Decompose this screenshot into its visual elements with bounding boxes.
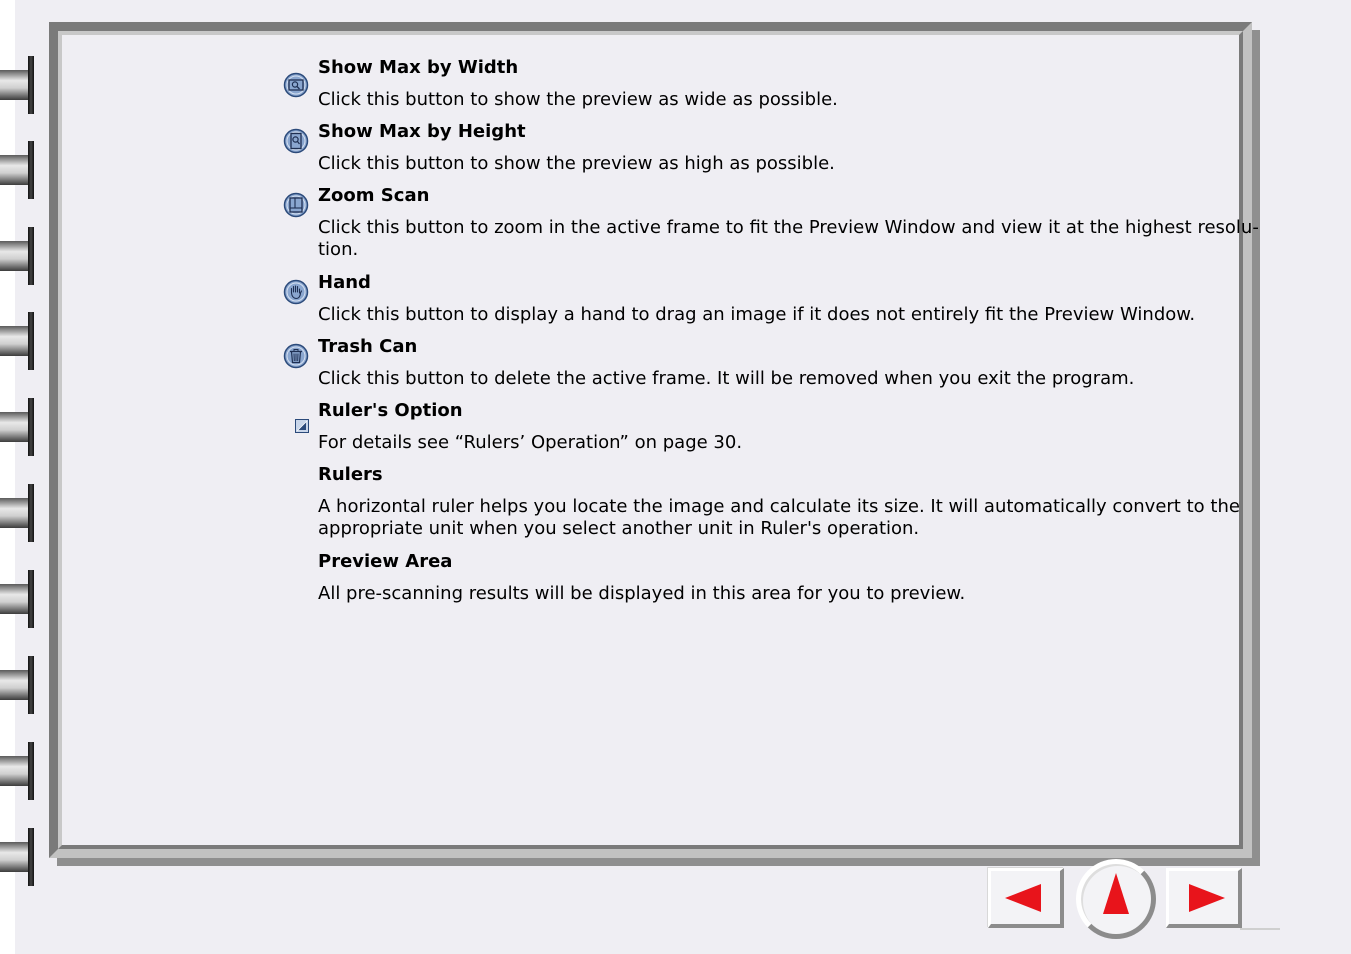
- binder-ring: [0, 227, 34, 285]
- binder-ring: [0, 570, 34, 628]
- entry-description: For details see “Rulers’ Operation” on page 30.: [318, 432, 743, 453]
- show-max-width-icon: [283, 72, 309, 98]
- entry-title: Show Max by Width: [318, 57, 519, 78]
- binder-ring: [0, 141, 34, 199]
- arrow-left-icon: [991, 871, 1060, 924]
- entry-title: Preview Area: [318, 551, 453, 572]
- show-max-height-icon: [283, 128, 309, 154]
- entry-description-line: A horizontal ruler helps you locate the image and calculate its size. It will automatically convert to the: [318, 496, 1240, 517]
- entry-description: All pre-scanning results will be displayed in this area for you to preview.: [318, 583, 966, 604]
- binder-ring: [0, 828, 34, 886]
- binder-ring: [0, 56, 34, 114]
- entry-show-max-by-height: [318, 120, 1218, 175]
- entry-title: Zoom Scan: [318, 185, 430, 206]
- entry-description-line: Click this button to zoom in the active frame to fit the Preview Window and view it at the highest resolu-: [318, 217, 1259, 238]
- binder-ring: [0, 312, 34, 370]
- binder-ring: [0, 398, 34, 456]
- entry-title: Hand: [318, 272, 371, 293]
- arrow-up-icon: [1081, 864, 1151, 934]
- entry-trash-can: [318, 335, 1218, 390]
- hand-icon: [283, 279, 309, 305]
- entry-rulers: [318, 463, 1240, 540]
- entry-preview-area: [318, 550, 1218, 605]
- entry-show-max-by-width: [318, 56, 1218, 111]
- entry-description: Click this button to show the preview as high as possible.: [318, 153, 835, 174]
- trash-can-icon: [283, 343, 309, 369]
- next-page-button[interactable]: [1166, 868, 1242, 928]
- ruler-option-icon: [295, 418, 309, 432]
- entry-hand: [318, 271, 1218, 326]
- zoom-scan-icon: [283, 192, 309, 218]
- entry-description: Click this button to delete the active frame. It will be removed when you exit the program.: [318, 368, 1135, 389]
- previous-page-button[interactable]: [988, 868, 1064, 928]
- entry-description: [318, 496, 1240, 540]
- entry-description: Click this button to show the preview as wide as possible.: [318, 89, 838, 110]
- entry-title: Rulers: [318, 464, 383, 485]
- entry-title: Show Max by Height: [318, 121, 526, 142]
- entry-title: Ruler's Option: [318, 400, 463, 421]
- entry-title: Trash Can: [318, 336, 418, 357]
- entry-rulers-option: [318, 399, 1218, 454]
- entry-description: Click this button to display a hand to drag an image if it does not entirely fit the Preview Window.: [318, 304, 1196, 325]
- entry-description-line: appropriate unit when you select another unit in Ruler's operation.: [318, 518, 920, 539]
- arrow-right-icon: [1169, 871, 1238, 924]
- contents-up-button[interactable]: [1076, 859, 1156, 939]
- divider: [1240, 928, 1280, 930]
- binder-ring: [0, 656, 34, 714]
- binder-ring: [0, 742, 34, 800]
- entry-zoom-scan: [318, 184, 1259, 261]
- entry-description-line: tion.: [318, 239, 359, 260]
- binder-ring: [0, 484, 34, 542]
- entry-description: [318, 217, 1259, 261]
